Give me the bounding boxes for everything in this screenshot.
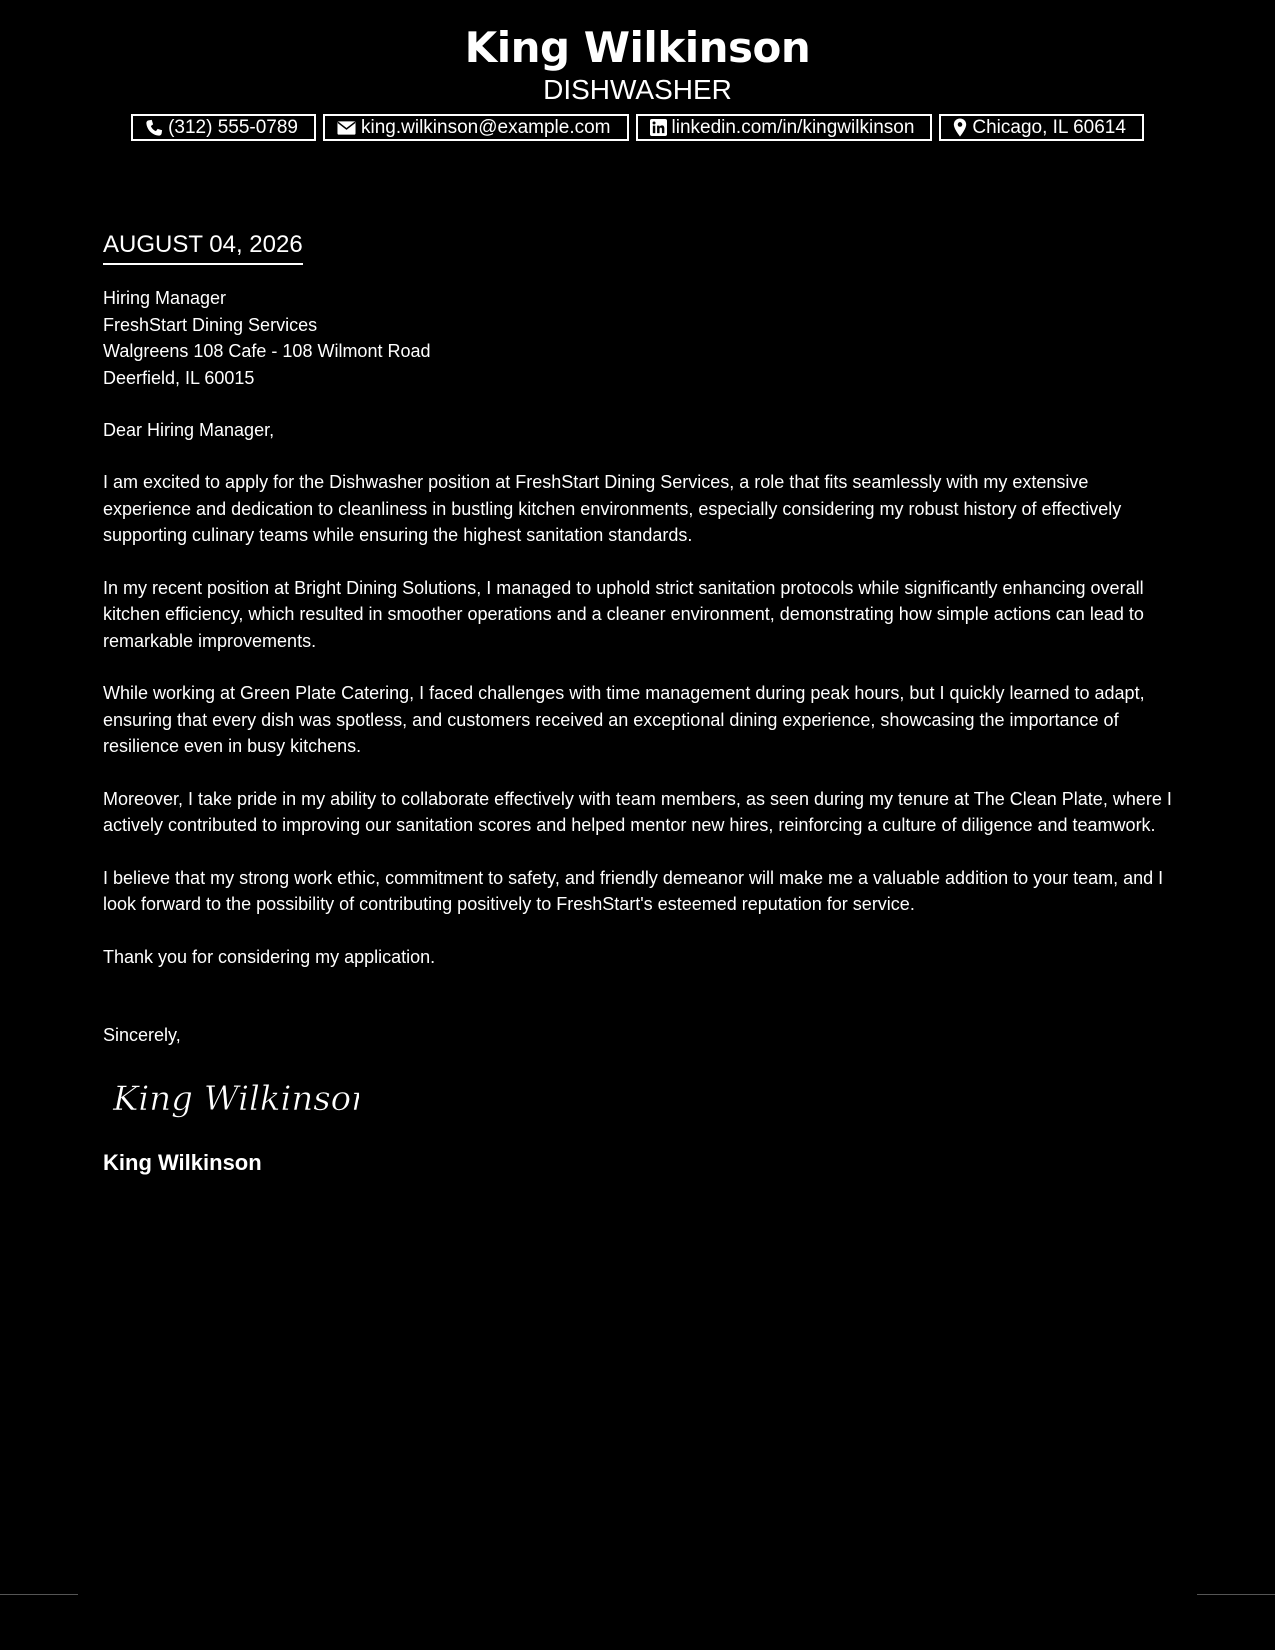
letter-body: [103, 228, 1173, 1177]
linkedin-text: linkedin.com/in/kingwilkinson: [671, 116, 915, 138]
recipient-line: Walgreens 108 Cafe - 108 Wilmont Road: [103, 341, 431, 361]
phone-icon: [145, 119, 163, 137]
location-text: Chicago, IL 60614: [972, 116, 1126, 138]
contact-bar: [0, 114, 1275, 141]
footer-rule-right: [1197, 1594, 1275, 1595]
applicant-name: King Wilkinson: [464, 23, 811, 72]
envelope-icon: [337, 120, 356, 136]
recipient-line: FreshStart Dining Services: [103, 314, 318, 335]
recipient-line: Deerfield, IL 60015: [103, 367, 255, 388]
signature-image: [109, 1070, 1173, 1131]
svg-text:King Wilkinson: King Wilkinson: [113, 1078, 359, 1119]
contact-linkedin[interactable]: [636, 114, 933, 141]
resume-header: [0, 0, 1275, 141]
contact-phone[interactable]: [131, 114, 316, 141]
job-title: DISHWASHER: [543, 74, 732, 105]
email-text: king.wilkinson@example.com: [361, 116, 611, 138]
signature-name: King Wilkinson: [103, 1149, 262, 1175]
contact-email[interactable]: [323, 114, 629, 141]
body-paragraph: I am excited to apply for the Dishwasher position at FreshStart Dining Services, a role that fits seamlessly with my extensive experience and dedication to cleanliness in bustling kitchen environments, especially considering my robust history of effectively supporting culinary teams while ensuring the highest sanitation standards.: [103, 472, 1122, 545]
recipient-line: Hiring Manager: [103, 288, 227, 308]
thank-you-line: Thank you for considering my application.: [103, 946, 436, 967]
body-paragraph: Moreover, I take pride in my ability to collaborate effectively with team members, as seen during my tenure at The Clean Plate, where I actively contributed to improving our sanitation scores and helped mentor new hires, reinforcing a culture of diligence and teamwork.: [103, 788, 1172, 835]
body-paragraph: I believe that my strong work ethic, commitment to safety, and friendly demeanor will make me a valuable addition to your team, and I look forward to the possibility of contributing positively to FreshStart's esteemed reputation for service.: [103, 867, 1164, 914]
closing: Sincerely,: [103, 1024, 181, 1045]
letter-date: AUGUST 04, 2026: [103, 228, 303, 265]
footer-rule-left: [0, 1594, 78, 1595]
linkedin-icon: [650, 119, 667, 136]
map-marker-icon: [953, 118, 967, 137]
body-paragraph: While working at Green Plate Catering, I faced challenges with time management during peak hours, but I quickly learned to adapt, ensuring that every dish was spotless, and customers received an exceptional dining experience, showcasing the importance of resilience even in busy kitchens.: [103, 683, 1145, 756]
body-paragraph: In my recent position at Bright Dining Solutions, I managed to uphold strict sanitation protocols while significantly enhancing overall kitchen efficiency, which resulted in smoother operations and a cleaner environment, demonstrating how simple actions can lead to remarkable improvements.: [103, 577, 1144, 651]
phone-text: (312) 555-0789: [168, 116, 298, 138]
recipient-address: [103, 285, 1173, 391]
salutation: Dear Hiring Manager,: [103, 420, 275, 440]
contact-location[interactable]: [939, 114, 1144, 141]
